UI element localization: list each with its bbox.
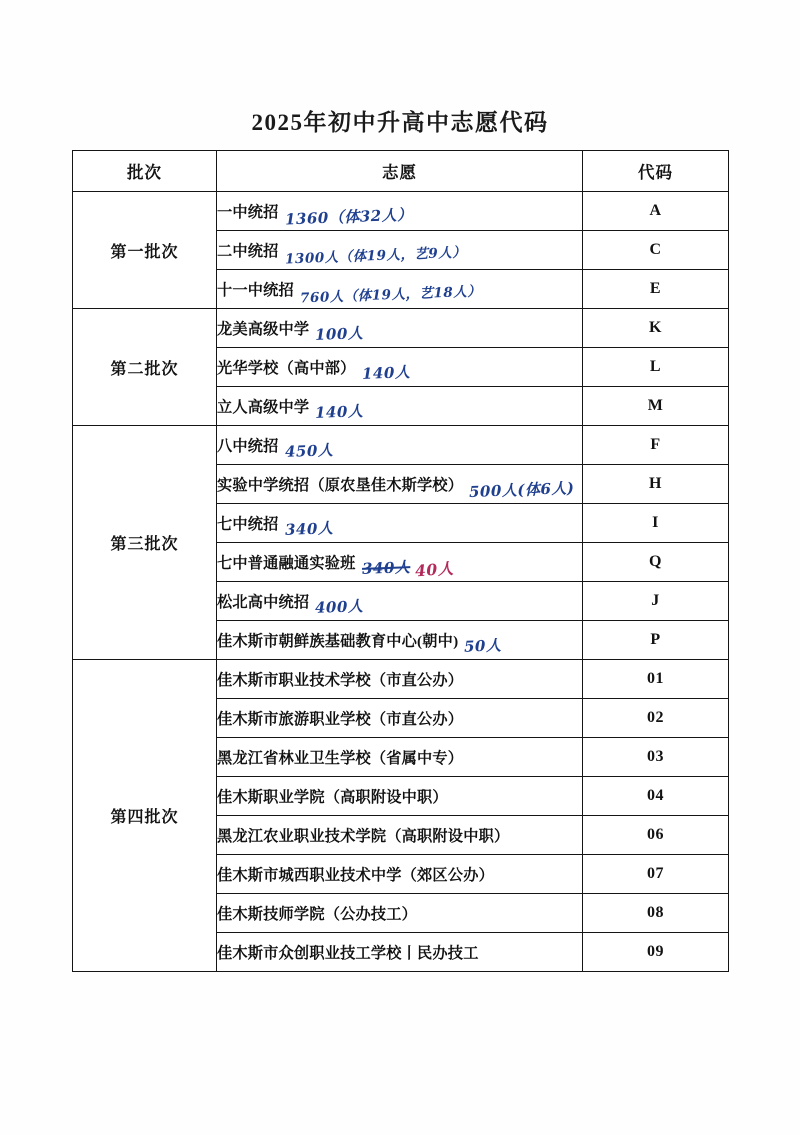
wish-label: 佳木斯市职业技术学校（市直公办） <box>217 671 464 689</box>
wish-cell <box>217 192 583 231</box>
code-cell: E <box>583 270 729 309</box>
batch-label-cell: 第二批次 <box>73 309 217 426</box>
handwritten-quota-note: 1360（体32人） <box>284 205 413 228</box>
handwritten-quota-note: 400人 <box>315 596 364 617</box>
wish-label: 黑龙江农业职业技术学院（高职附设中职） <box>217 827 510 845</box>
code-cell: P <box>583 621 729 660</box>
code-cell: 08 <box>583 894 729 933</box>
column-header-wish: 志愿 <box>217 151 583 192</box>
wish-cell <box>217 465 583 504</box>
code-cell: 01 <box>583 660 729 699</box>
wish-cell <box>217 738 583 777</box>
wish-cell <box>217 543 583 582</box>
code-cell: H <box>583 465 729 504</box>
column-header-code: 代码 <box>583 151 729 192</box>
volunteer-code-table <box>72 150 729 972</box>
wish-label: 实验中学统招（原农垦佳木斯学校） <box>217 476 464 494</box>
wish-cell <box>217 894 583 933</box>
wish-cell <box>217 582 583 621</box>
code-cell: 06 <box>583 816 729 855</box>
code-cell: I <box>583 504 729 543</box>
batch-label-cell: 第四批次 <box>73 660 217 972</box>
handwritten-quota-note: 340人 <box>361 558 411 578</box>
wish-cell <box>217 699 583 738</box>
wish-cell <box>217 270 583 309</box>
table-header-row <box>73 151 729 192</box>
handwritten-quota-note: 140人 <box>361 362 411 383</box>
wish-cell <box>217 816 583 855</box>
code-cell: J <box>583 582 729 621</box>
table-header <box>73 151 729 192</box>
wish-label: 光华学校（高中部） <box>217 359 356 377</box>
code-cell: A <box>583 192 729 231</box>
code-cell: 07 <box>583 855 729 894</box>
code-cell: 02 <box>583 699 729 738</box>
wish-label: 佳木斯市城西职业技术中学（郊区公办） <box>217 866 494 884</box>
wish-label: 佳木斯市众创职业技工学校丨民办技工 <box>217 944 479 962</box>
code-cell: Q <box>583 543 729 582</box>
handwritten-quota-note: 100人 <box>315 323 364 344</box>
handwritten-quota-note: 140人 <box>315 401 364 422</box>
handwritten-quota-note: 450人 <box>284 440 334 461</box>
code-cell: K <box>583 309 729 348</box>
wish-label: 黑龙江省林业卫生学校（省属中专） <box>217 749 464 767</box>
wish-label: 十一中统招 <box>217 281 294 299</box>
batch-label-cell: 第三批次 <box>73 426 217 660</box>
wish-label: 佳木斯技师学院（公办技工） <box>217 905 418 923</box>
wish-cell <box>217 387 583 426</box>
code-cell: L <box>583 348 729 387</box>
handwritten-quota-note: 340人 <box>284 518 334 539</box>
table-row <box>73 426 729 465</box>
wish-label: 八中统招 <box>217 437 279 455</box>
page-title: 2025年初中升高中志愿代码 <box>251 110 549 135</box>
wish-label: 一中统招 <box>217 203 279 221</box>
wish-label: 立人高级中学 <box>217 398 310 416</box>
wish-cell <box>217 777 583 816</box>
code-cell: 03 <box>583 738 729 777</box>
wish-cell <box>217 933 583 972</box>
code-cell: 09 <box>583 933 729 972</box>
wish-label: 佳木斯市旅游职业学校（市直公办） <box>217 710 464 728</box>
handwritten-quota-note: 1300人（体19人，艺9人） <box>284 244 467 267</box>
handwritten-quota-correction: 40人 <box>414 558 455 581</box>
wish-cell <box>217 309 583 348</box>
wish-label: 二中统招 <box>217 242 279 260</box>
table-row <box>73 660 729 699</box>
wish-cell <box>217 660 583 699</box>
wish-label: 龙美高级中学 <box>217 320 310 338</box>
code-cell: F <box>583 426 729 465</box>
table-row <box>73 309 729 348</box>
wish-cell <box>217 426 583 465</box>
wish-label: 七中统招 <box>217 515 279 533</box>
wish-cell <box>217 231 583 270</box>
wish-cell <box>217 621 583 660</box>
table-body <box>73 192 729 972</box>
table-row <box>73 192 729 231</box>
wish-label: 佳木斯职业学院（高职附设中职） <box>217 788 448 806</box>
wish-cell <box>217 504 583 543</box>
code-cell: C <box>583 231 729 270</box>
handwritten-quota-note: 760人（体19人，艺18人） <box>299 283 482 306</box>
handwritten-quota-note: 50人 <box>464 635 503 656</box>
code-cell: 04 <box>583 777 729 816</box>
wish-label: 松北高中统招 <box>217 593 310 611</box>
wish-label: 佳木斯市朝鲜族基础教育中心(朝中) <box>217 632 459 650</box>
handwritten-quota-note: 500人(体6人) <box>468 478 575 501</box>
code-cell: M <box>583 387 729 426</box>
wish-cell <box>217 855 583 894</box>
wish-label: 七中普通融通实验班 <box>217 555 356 572</box>
column-header-batch: 批次 <box>73 151 217 192</box>
wish-cell <box>217 348 583 387</box>
batch-label-cell: 第一批次 <box>73 192 217 309</box>
